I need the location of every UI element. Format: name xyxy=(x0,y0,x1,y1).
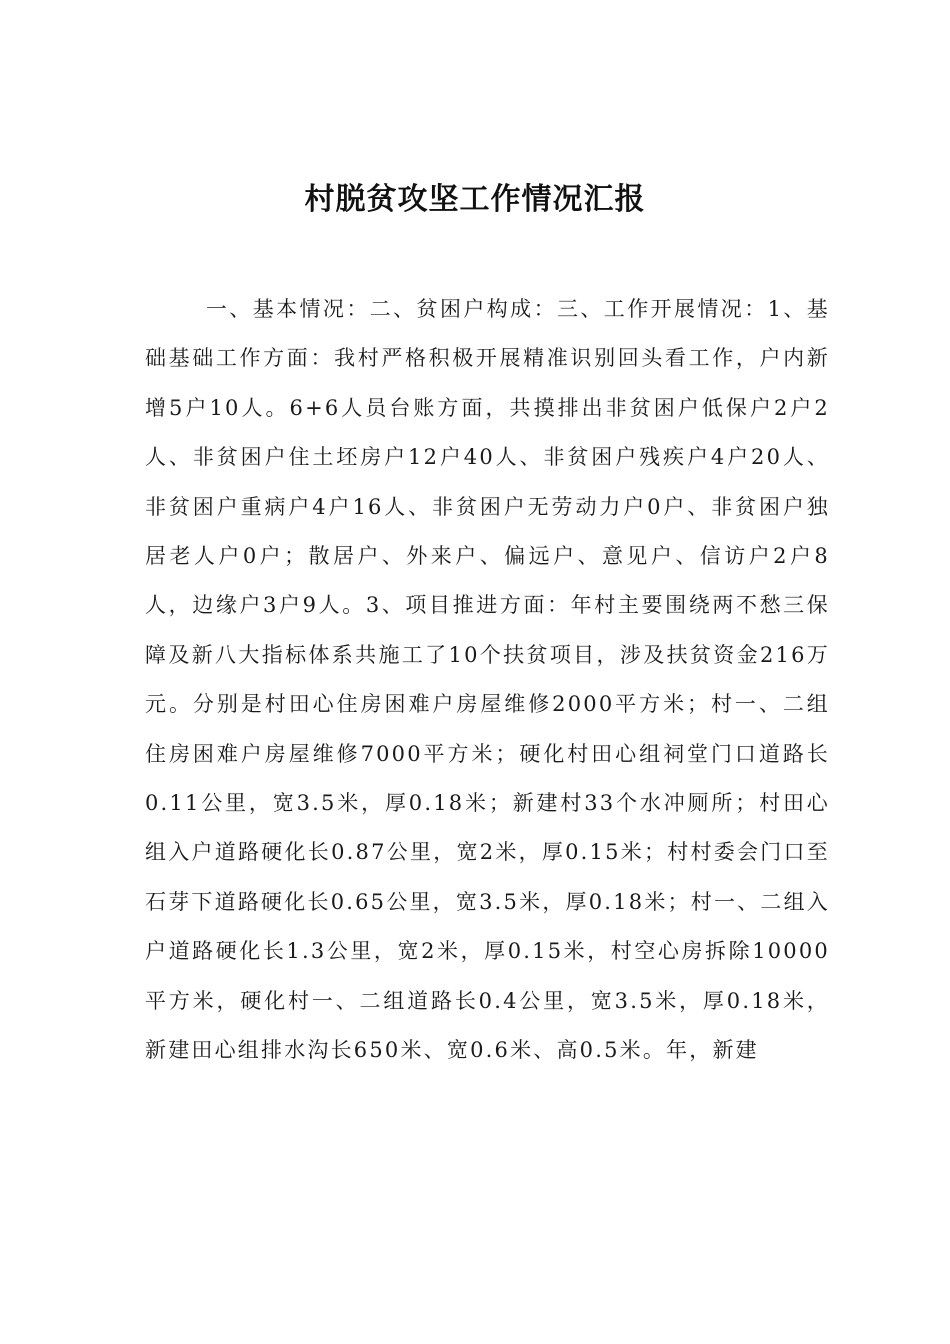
document-body-paragraph: 一、基本情况：二、贫困户构成：三、工作开展情况：1、基础基础工作方面：我村严格积极开展精准识别回头看工作，户内新增5户10人。6+6人员台账方面，共摸排出非贫困户低保户2户2人、非贫困户住土坯房户12户40人、非贫困户残疾户4户20人、非贫困户重病户4户16人、非贫困户无劳动力户0户、非贫困户独居老人户0户；散居户、外来户、偏远户、意见户、信访户2户8人，边缘户3户9人。3、项目推进方面：年村主要围绕两不愁三保障及新八大指标体系共施工了10个扶贫项目，涉及扶贫资金216万元。分别是村田心住房困难户房屋维修2000平方米；村一、二组住房困难户房屋维修7000平方米；硬化村田心组祠堂门口道路长0.11公里，宽3.5米，厚0.18米；新建村33个水冲厕所；村田心组入户道路硬化长0.87公里，宽2米，厚0.15米；村村委会门口至石芽下道路硬化长0.65公里，宽3.5米，厚0.18米；村一、二组入户道路硬化长1.3公里，宽2米，厚0.15米，村空心房拆除10000平方米，硬化村一、二组道路长0.4公里，宽3.5米，厚0.18米，新建田心组排水沟长650米、宽0.6米、高0.5米。年，新建 xyxy=(145,297,830,1063)
document-title: 村脱贫攻坚工作情况汇报 xyxy=(304,182,646,218)
